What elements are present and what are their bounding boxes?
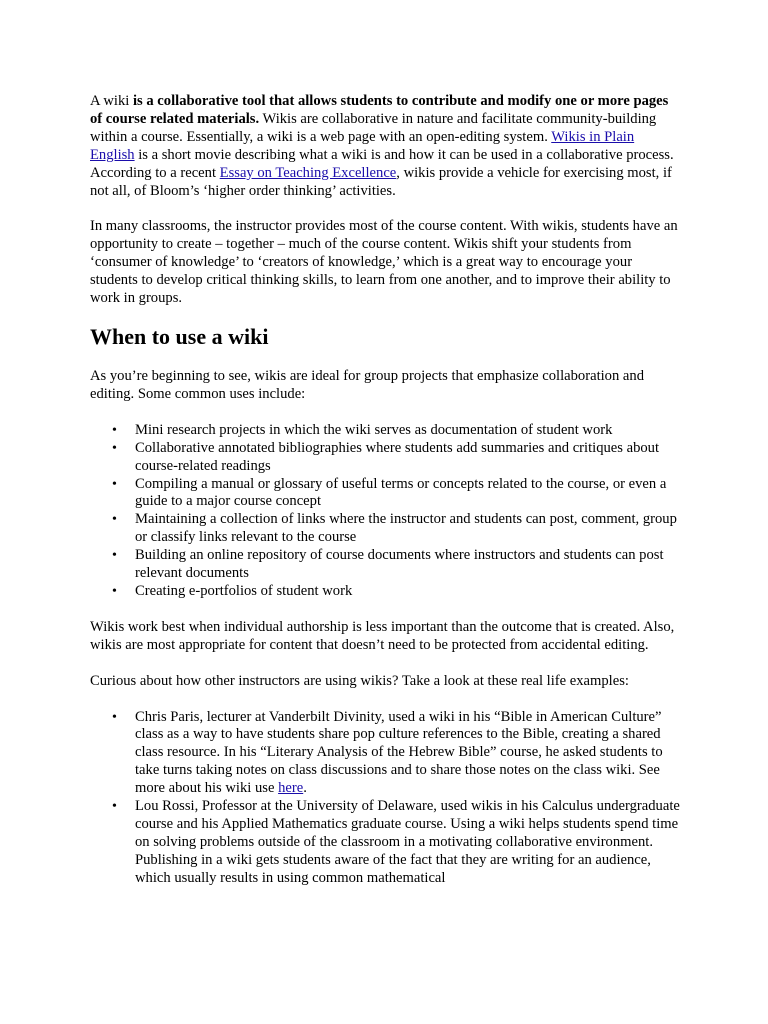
best-practice-paragraph: Wikis work best when individual authorship is less important than the outcome that is created. Also, wikis are most appropriate for content that doesn’t need to be protected from accidental editing.	[90, 618, 675, 653]
uses-intro-paragraph: As you’re beginning to see, wikis are ideal for group projects that emphasize collaboration and editing. Some common uses include:	[90, 367, 644, 402]
intro-bold-lead: is a collaborative tool that allows students to contribute and modify one or more pages of course related materials.	[90, 93, 669, 127]
wikis-in-plain-english-link[interactable]: Wikis in Plain English	[90, 128, 635, 163]
intro-text-1: Wikis are collaborative in nature and facilitate community-building within a course. Essentially, a wiki is a web page with an open-editing system.	[90, 110, 657, 145]
list-item: • Compiling a manual or glossary of useful terms or concepts related to the course, or even a guide to a major course concept	[90, 476, 680, 512]
examples-list	[90, 709, 680, 888]
uses-list	[90, 422, 680, 601]
list-item: • Creating e-portfolios of student work	[90, 583, 680, 601]
list-item	[90, 709, 680, 799]
paris-example-end: .	[303, 780, 307, 797]
paris-example-text: Chris Paris, lecturer at Vanderbilt Divinity, used a wiki in his “Bible in American Culture” class as a way to have students share pop culture references to the Bible, creating a shared class resource. In his “Literary Analysis of the Hebrew Bible” course, he asked students to take turns taking notes on class discussions and to share those notes on the class wiki. See more about his wiki use	[135, 708, 663, 797]
essay-on-teaching-excellence-link[interactable]: Essay on Teaching Excellence	[219, 164, 397, 181]
list-item: • Maintaining a collection of links where the instructor and students can post, comment, group or classify links relevant to the course	[90, 511, 680, 547]
examples-intro-paragraph: Curious about how other instructors are using wikis? Take a look at these real life examples:	[90, 672, 629, 689]
here-link[interactable]: here	[278, 780, 304, 797]
intro-text-3: , wikis provide a vehicle for exercising most, if not all, of Bloom’s ‘higher order thinking’ activities.	[90, 164, 672, 199]
classroom-paragraph: In many classrooms, the instructor provides most of the course content. With wikis, students have an opportunity to create – together – much of the course content. Wikis shift your students from ‘consumer of knowledge’ to ‘creators of knowledge,’ which is a great way to encourage your students to develop critical thinking skills, to learn from one another, and to improve their ability to work in groups.	[90, 218, 678, 307]
list-item: • Lou Rossi, Professor at the University of Delaware, used wikis in his Calculus undergraduate course and his Applied Mathematics graduate course. Using a wiki helps students spend time on solving problems outside of the classroom in a motivating collaborative environment. Publishing in a wiki gets students aware of the fact that they are writing for an audience, which usually results in using common mathematical	[90, 798, 680, 888]
intro-text-2: is a short movie describing what a wiki is and how it can be used in a collaborative process. According to a recent	[90, 146, 674, 181]
section-heading: When to use a wiki	[90, 323, 269, 349]
list-item: • Collaborative annotated bibliographies where students add summaries and critiques about course-related readings	[90, 440, 680, 476]
list-item: • Mini research projects in which the wiki serves as documentation of student work	[90, 422, 680, 440]
list-item: • Building an online repository of course documents where instructors and students can post relevant documents	[90, 547, 680, 583]
intro-a-wiki: A wiki	[90, 93, 130, 109]
intro-paragraph	[90, 93, 680, 200]
